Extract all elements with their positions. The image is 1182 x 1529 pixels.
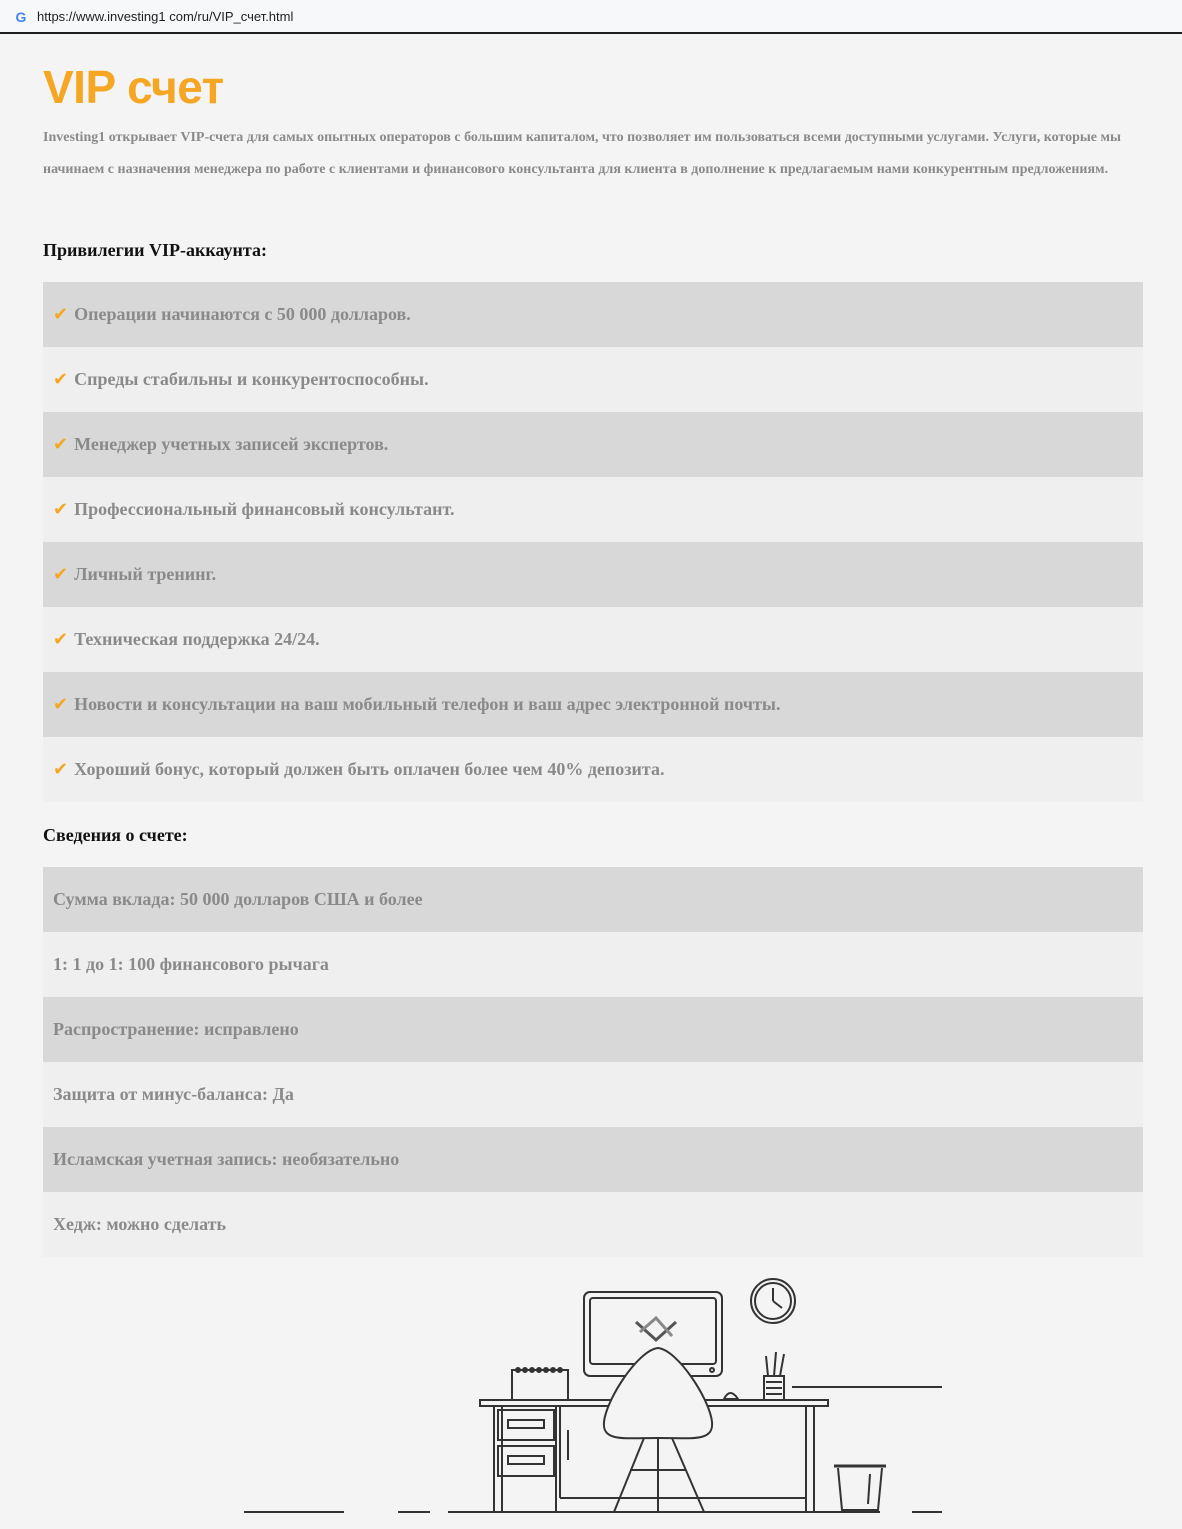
detail-item: Хедж: можно сделать — [43, 1192, 1143, 1257]
privileges-list — [43, 282, 1143, 802]
privilege-text: Спреды стабильны и конкурентоспособны. — [74, 369, 429, 389]
page-title: VIP счет — [43, 61, 224, 113]
privilege-text: Профессиональный финансовый консультант. — [74, 499, 455, 519]
checkmark-icon: ✔ — [53, 564, 69, 585]
privilege-text: Операции начинаются с 50 000 долларов. — [74, 304, 411, 324]
workspace-illustration — [240, 1270, 950, 1520]
checkmark-icon: ✔ — [53, 629, 69, 650]
account-details-list — [43, 867, 1143, 1257]
privilege-item — [43, 477, 1143, 542]
checkmark-icon: ✔ — [53, 694, 69, 715]
privilege-item — [43, 412, 1143, 477]
notepad-icon — [512, 1368, 568, 1400]
intro-paragraph: Investing1 открывает VIP-счета для самых опытных операторов с большим капиталом, что позволяет им пользоваться всеми доступными услугами. Услуги, которые мы начинаем с назначения менеджера по работе с клиентами и финансового консультанта для клиента в дополнение к предлагаемым нами конкурентным предложениям. — [43, 130, 1121, 177]
detail-item: Распространение: исправлено — [43, 997, 1143, 1062]
detail-item: Исламская учетная запись: необязательно — [43, 1127, 1143, 1192]
privileges-heading: Привилегии VIP-аккаунта: — [43, 240, 267, 260]
account-details-heading: Сведения о счете: — [43, 825, 188, 845]
checkmark-icon: ✔ — [53, 304, 69, 325]
checkmark-icon: ✔ — [53, 434, 69, 455]
privilege-text: Личный тренинг. — [74, 564, 217, 584]
checkmark-icon: ✔ — [53, 499, 69, 520]
privilege-item — [43, 282, 1143, 347]
privilege-item — [43, 347, 1143, 412]
privilege-text: Новости и консультации на ваш мобильный телефон и ваш адрес электронной почты. — [74, 694, 781, 714]
clock-icon — [751, 1279, 795, 1323]
privilege-item — [43, 607, 1143, 672]
mouse-icon — [724, 1393, 738, 1399]
detail-item: Сумма вклада: 50 000 долларов США и более — [43, 867, 1143, 932]
pencil-cup-icon — [764, 1352, 784, 1400]
checkmark-icon: ✔ — [53, 369, 69, 390]
privilege-item — [43, 737, 1143, 802]
detail-item: Защита от минус-баланса: Да — [43, 1062, 1143, 1127]
detail-item: 1: 1 до 1: 100 финансового рычага — [43, 932, 1143, 997]
trash-bin-icon — [834, 1466, 886, 1510]
google-g-icon: G — [15, 9, 27, 25]
privilege-item — [43, 672, 1143, 737]
checkmark-icon: ✔ — [53, 759, 69, 780]
chair-icon — [604, 1348, 712, 1512]
privilege-text: Менеджер учетных записей экспертов. — [74, 434, 389, 454]
privilege-item — [43, 542, 1143, 607]
privilege-text: Техническая поддержка 24/24. — [74, 629, 320, 649]
privilege-text: Хороший бонус, который должен быть оплачен более чем 40% депозита. — [74, 759, 665, 779]
url-text[interactable]: https://www.investing1 com/ru/VIP_счет.html — [37, 9, 294, 24]
browser-address-bar[interactable] — [0, 0, 1182, 34]
